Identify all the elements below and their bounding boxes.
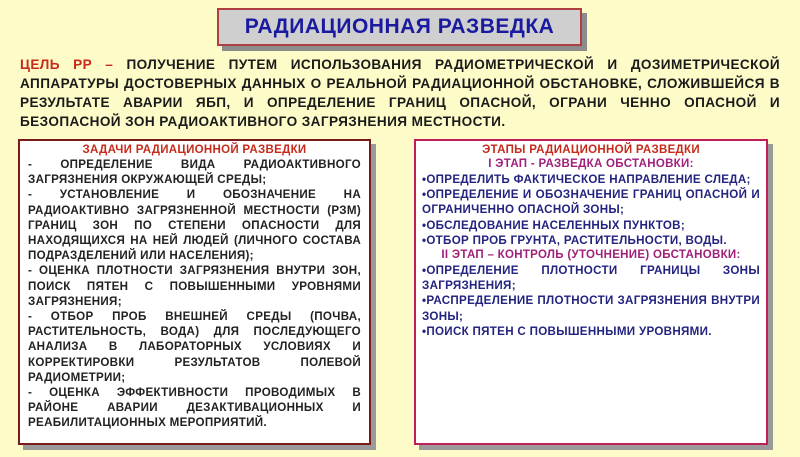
stage-2-title: II ЭТАП – КОНТРОЛЬ (УТОЧНЕНИЕ) ОБСТАНОВКИ: xyxy=(441,249,741,262)
stage-1-item: •ОБСЛЕДОВАНИЕ НАСЕЛЕННЫХ ПУНКТОВ; xyxy=(422,218,686,232)
task-item: - ОЦЕНКА ЭФФЕКТИВНОСТИ ПРОВОДИМЫХ В РАЙОНЕ АВАРИИ ДЕЗАКТИВАЦИОННЫХ И РЕАБИЛИТАЦИОННЫХ МЕРОПРИЯТИЙ. xyxy=(28,386,361,430)
stage-1-item: •ОТБОР ПРОБ ГРУНТА, РАСТИТЕЛЬНОСТИ, ВОДЫ. xyxy=(422,233,727,247)
stage-1-item: •ОПРЕДЕЛИТЬ ФАКТИЧЕСКОЕ НАПРАВЛЕНИЕ СЛЕДА; xyxy=(422,173,751,186)
task-item: - УСТАНОВЛЕНИЕ И ОБОЗНАЧЕНИЕ НА РАДИОАКТИВНО ЗАГРЯЗНЕННОЙ МЕСТНОСТИ (РЗМ) ГРАНИЦ ЗОН ПО СТЕПЕНИ ОПАСНОСТИ ДЛЯ НАХОДЯЩИХСЯ НА НЕЙ ЛЮДЕЙ (ЛИЧНОГО СОСТАВА ПОДРАЗДЕЛЕНИЙ ИЛИ НАСЕЛЕНИЯ); xyxy=(28,188,361,263)
stages-panel xyxy=(414,139,768,445)
goal-paragraph xyxy=(20,55,780,131)
goal-label: ЦЕЛЬ РР – xyxy=(20,57,114,72)
task-item: - ОТБОР ПРОБ ВНЕШНЕЙ СРЕДЫ (ПОЧВА, РАСТИТЕЛЬНОСТЬ, ВОДА) ДЛЯ ПОСЛЕДУЮЩЕГО АНАЛИЗА В ЛАБОРАТОРНЫХ УСЛОВИЯХ И КОРРЕКТИРОВКИ РЕЗУЛЬТАТОВ ПОЛЕВОЙ РАДИОМЕТРИИ; xyxy=(28,310,361,384)
task-item: - ОЦЕНКА ПЛОТНОСТИ ЗАГРЯЗНЕНИЯ ВНУТРИ ЗОН, ПОИСК ПЯТЕН С ПОВЫШЕННЫМИ УРОВНЯМИ ЗАГРЯЗНЕНИЯ; xyxy=(28,264,361,308)
stage-2-item: •РАСПРЕДЕЛЕНИЕ ПЛОТНОСТИ ЗАГРЯЗНЕНИЯ ВНУТРИ ЗОНЫ; xyxy=(422,294,760,323)
stage-2-item: •ПОИСК ПЯТЕН С ПОВЫШЕННЫМИ УРОВНЯМИ. xyxy=(422,324,712,338)
stages-heading: ЭТАПЫ РАДИАЦИОННОЙ РАЗВЕДКИ xyxy=(482,144,700,156)
stage-1-title: I ЭТАП - РАЗВЕДКА ОБСТАНОВКИ: xyxy=(488,158,694,170)
stage-2-item: •ОПРЕДЕЛЕНИЕ ПЛОТНОСТИ ГРАНИЦЫ ЗОНЫ ЗАГРЯЗНЕНИЯ; xyxy=(422,264,760,293)
page-title: РАДИАЦИОННАЯ РАЗВЕДКА xyxy=(244,15,555,38)
tasks-panel xyxy=(18,139,371,445)
stage-1-item: •ОПРЕДЕЛЕНИЕ И ОБОЗНАЧЕНИЕ ГРАНИЦ ОПАСНОЙ И ОГРАНИЧЕННО ОПАСНОЙ ЗОНЫ; xyxy=(422,188,760,217)
task-item: - ОПРЕДЕЛЕНИЕ ВИДА РАДИОАКТИВНОГО ЗАГРЯЗНЕНИЯ ОКРУЖАЮЩЕЙ СРЕДЫ; xyxy=(28,158,361,187)
goal-text: ПОЛУЧЕНИЕ ПУТЕМ ИСПОЛЬЗОВАНИЯ РАДИОМЕТРИЧЕСКОЙ И ДОЗИМЕТРИЧЕСКОЙ АППАРАТУРЫ ДОСТОВЕРНЫХ ДАННЫХ О РЕАЛЬНОЙ РАДИАЦИОННОЙ ОБСТАНОВКЕ, СЛОЖИВШЕЙСЯ В РЕЗУЛЬТАТЕ АВАРИИ ЯБП, И ОПРЕДЕЛЕНИЕ ГРАНИЦ ОПАСНОЙ, ОГРАНИ ЧЕННО ОПАСНОЙ И БЕЗОПАСНОЙ ЗОН РАДИОАКТИВНОГО ЗАГРЯЗНЕНИЯ МЕСТНОСТИ. xyxy=(20,57,780,129)
tasks-heading: ЗАДАЧИ РАДИАЦИОННОЙ РАЗВЕДКИ xyxy=(82,144,307,156)
title-box xyxy=(217,8,582,46)
